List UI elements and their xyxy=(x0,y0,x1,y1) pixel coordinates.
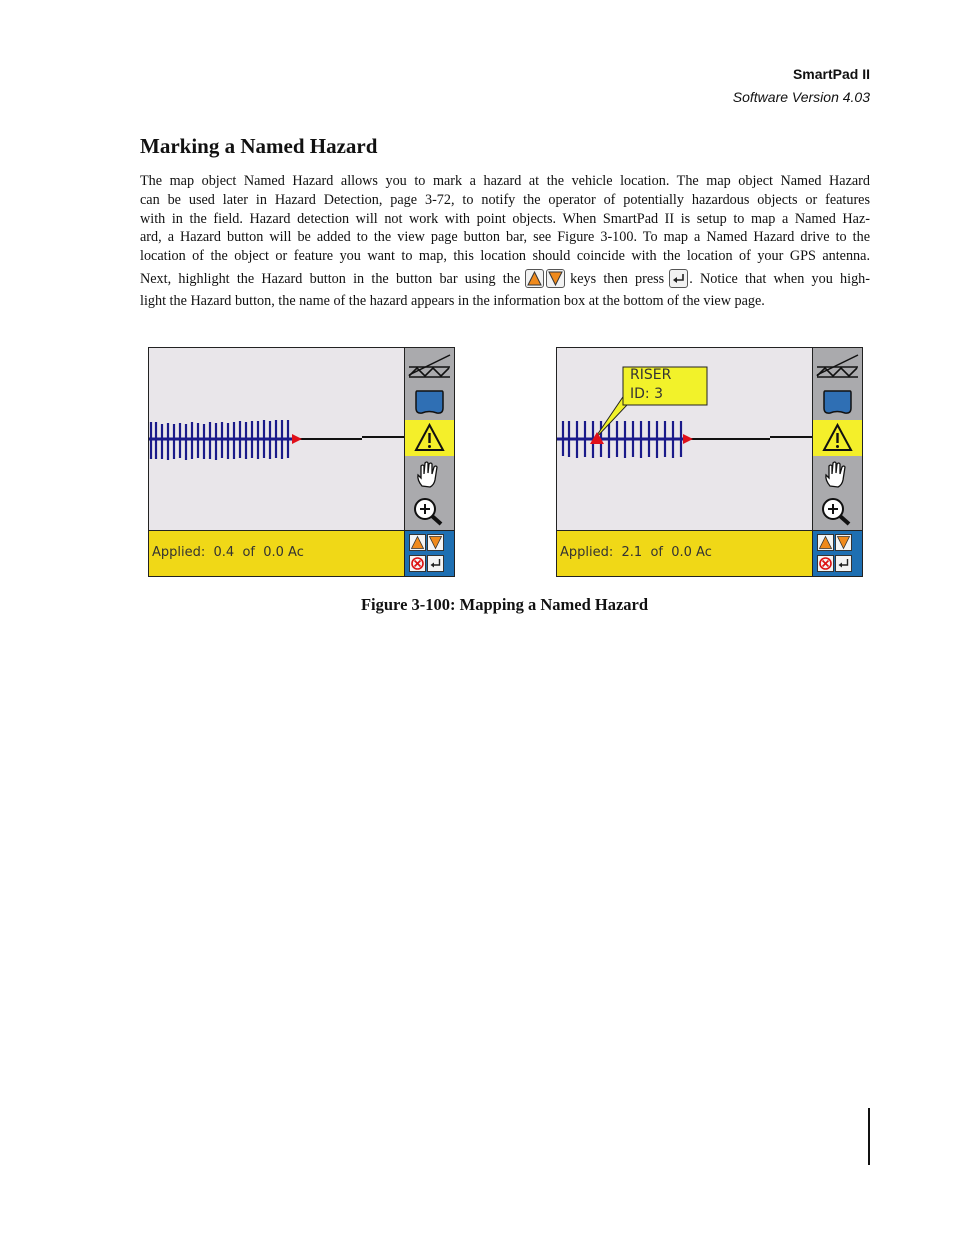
boom-icon xyxy=(405,348,454,384)
up-arrow-icon[interactable] xyxy=(409,534,426,551)
hazard-button[interactable] xyxy=(405,420,454,456)
body-line: can be used later in Hazard Detection, page 3-72, to notify the operator of potentially hazardous objects or features xyxy=(140,191,870,208)
hazard-warning-icon xyxy=(813,420,862,456)
boundary-icon xyxy=(405,384,454,420)
hand-icon xyxy=(405,456,454,492)
information-box: Applied: 0.4 of 0.0 Ac xyxy=(149,530,405,576)
body-text-fragment: keys then press xyxy=(570,270,665,287)
boom-icon xyxy=(813,348,862,384)
section-title: Marking a Named Hazard xyxy=(140,134,378,158)
navigation-keys xyxy=(812,530,862,576)
zoom-button[interactable] xyxy=(405,492,454,528)
hazard-button[interactable] xyxy=(813,420,862,456)
vehicle-marker xyxy=(683,434,693,444)
zoom-in-icon xyxy=(813,492,862,530)
cancel-icon[interactable] xyxy=(409,555,426,572)
boom-button[interactable] xyxy=(813,348,862,384)
pan-button[interactable] xyxy=(405,456,454,492)
enter-icon[interactable] xyxy=(427,555,444,572)
down-arrow-icon[interactable] xyxy=(835,534,852,551)
enter-key-icon xyxy=(669,269,688,288)
body-line: ard, a Hazard button will be added to the view page button bar, see Figure 3-100. To map a Named Hazard drive to the xyxy=(140,229,870,246)
body-line: with in the field. Hazard detection will not work with point objects. When SmartPad II is setup to map a Named Haz- xyxy=(140,210,870,227)
navigation-keys xyxy=(404,530,454,576)
map-view xyxy=(149,348,404,530)
view-page-screen-after xyxy=(556,347,863,577)
body-line-with-keys xyxy=(140,266,870,292)
body-paragraph xyxy=(140,172,870,311)
up-arrow-key-icon xyxy=(525,269,544,288)
header-product: SmartPad II xyxy=(792,66,870,82)
up-arrow-icon[interactable] xyxy=(817,534,834,551)
boundary-icon xyxy=(813,384,862,420)
boundary-button[interactable] xyxy=(813,384,862,420)
body-text-fragment: Next, highlight the Hazard button in the button bar using the xyxy=(140,270,521,287)
down-arrow-icon[interactable] xyxy=(427,534,444,551)
down-arrow-key-icon xyxy=(546,269,565,288)
body-text-fragment: . Notice that when you high- xyxy=(689,270,870,287)
body-line: location of the object or feature you want to map, this location should coincide with the location of your GPS antenna. xyxy=(140,248,870,265)
zoom-in-icon xyxy=(405,492,454,530)
map-view xyxy=(557,348,812,530)
pan-button[interactable] xyxy=(813,456,862,492)
boundary-button[interactable] xyxy=(405,384,454,420)
body-line: The map object Named Hazard allows you to mark a hazard at the vehicle location. The map object Named Hazard xyxy=(140,173,870,189)
boom-button[interactable] xyxy=(405,348,454,384)
revision-bar xyxy=(868,1108,870,1165)
button-bar xyxy=(812,348,862,530)
hand-icon xyxy=(813,456,862,492)
button-bar xyxy=(404,348,454,530)
header-version: Software Version 4.03 xyxy=(732,89,870,105)
hazard-label-id: ID: 3 xyxy=(630,386,663,402)
information-box: Applied: 2.1 of 0.0 Ac xyxy=(557,530,813,576)
view-page-screen-before xyxy=(148,347,455,577)
vehicle-marker xyxy=(292,434,302,444)
body-line: light the Hazard button, the name of the hazard appears in the information box at the bottom of the view page. xyxy=(140,292,765,309)
hazard-warning-icon xyxy=(405,420,454,456)
cancel-icon[interactable] xyxy=(817,555,834,572)
enter-icon[interactable] xyxy=(835,555,852,572)
hazard-label-name: RISER xyxy=(630,367,672,383)
zoom-button[interactable] xyxy=(813,492,862,528)
figure-caption: Figure 3-100: Mapping a Named Hazard xyxy=(360,595,649,614)
